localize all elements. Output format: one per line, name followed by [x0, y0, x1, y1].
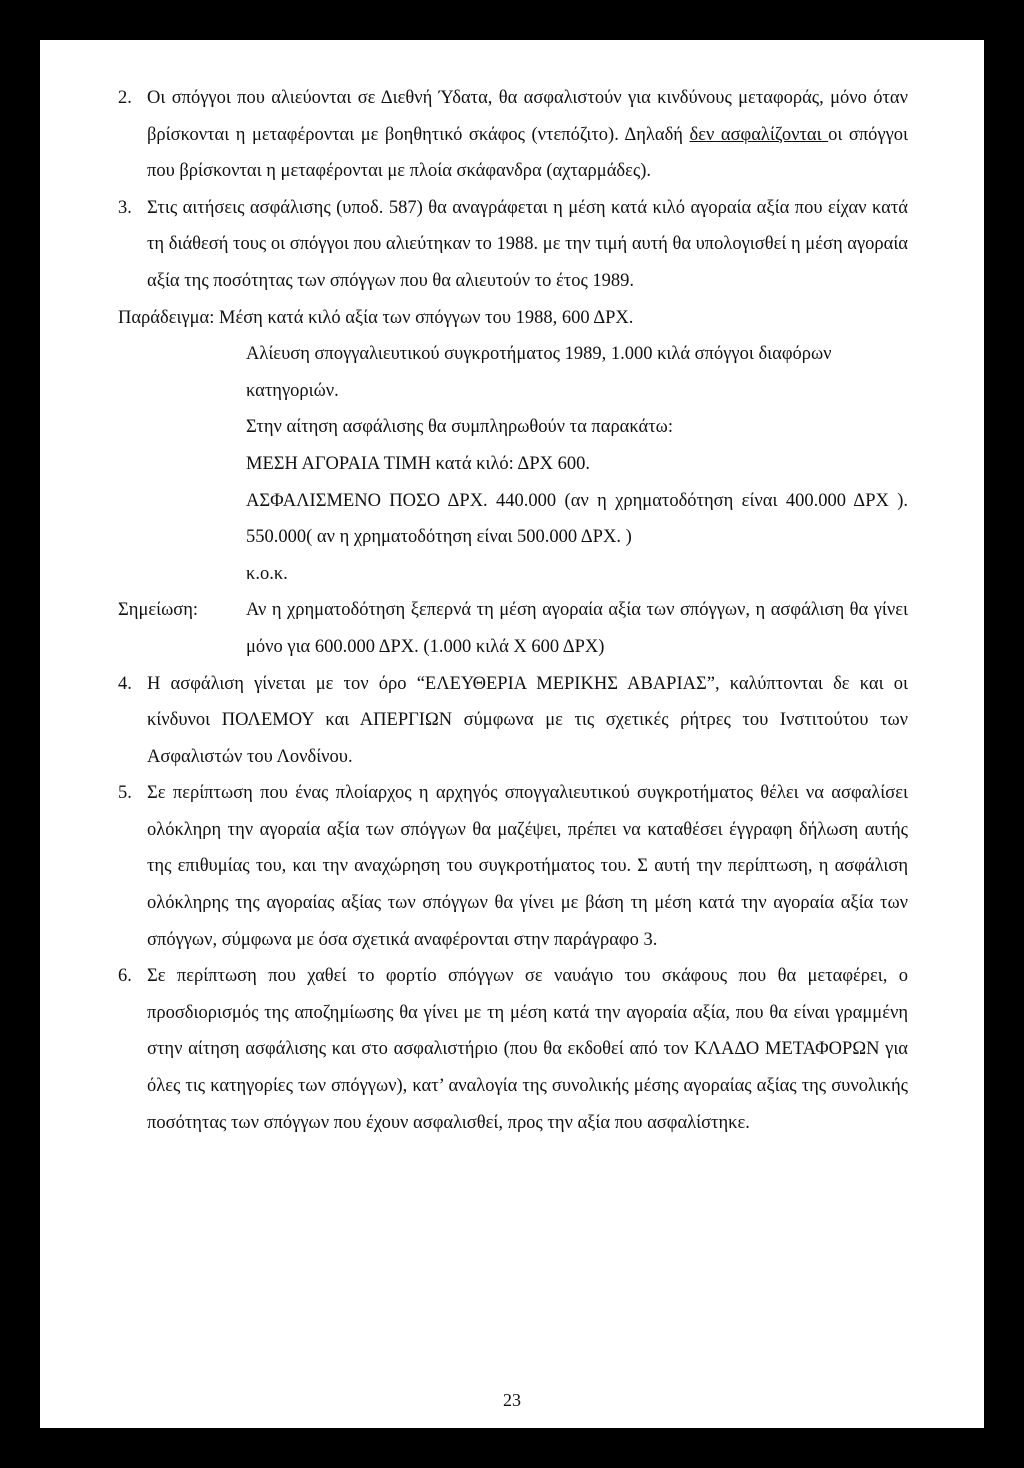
item-number: 2.: [118, 88, 132, 108]
list-item-5: [118, 775, 908, 958]
list-item-3: [118, 190, 908, 300]
note-text: Αν η χρηματοδότηση ξεπερνά τη μέση αγοραία αξία των σπόγγων, η ασφάλιση θα γίνει μόνο για 600.000 ΔΡΧ. (1.000 κιλά Χ 600 ΔΡΧ): [246, 600, 908, 657]
example-line: Στην αίτηση ασφάλισης θα συμπληρωθούν τα παρακάτω:: [246, 417, 673, 438]
item-number: 4.: [118, 673, 132, 694]
example-line: ΜΕΣΗ ΑΓΟΡΑΙΑ ΤΙΜΗ κατά κιλό: ΔΡΧ 600.: [246, 453, 590, 474]
document-page: [40, 40, 984, 1428]
item-text: [147, 80, 908, 190]
item-text: Σε περίπτωση που ένας πλοίαρχος η αρχηγός σπογγαλιευτικού συγκροτήματος θέλει να ασφαλίσει ολόκληρη την αγοραία αξία των σπόγγων θα μαζέψει, πρέπει να καταθέσει έγγραφη δήλωση αυτής της επιθυμίας του, και την αναχώρηση του συγκροτήματος του. Σ αυτή την περίπτωση, η ασφάλιση ολόκληρης της αγοραίας αξίας των σπόγγων θα γίνει με βάση τη μέση κατά την αγοραία αξία των σπόγγων, σύμφωνα με όσα σχετικά αναφέρονται στην παράγραφο 3.: [147, 783, 908, 950]
item-text: Στις αιτήσεις ασφάλισης (υποδ. 587) θα αναγράφεται η μέση κατά κιλό αγοραία αξία που είχαν κατά τη διάθεσή τους οι σπόγγοι που αλιεύτηκαν το 1988. με την τιμή αυτή θα υπολογισθεί η μέση αγοραία αξία της ποσότητας των σπόγγων που θα αλιευτούν το έτος 1989.: [147, 197, 908, 291]
note-block: [118, 592, 908, 665]
item-text: Η ασφάλιση γίνεται με τον όρο “ΕΛΕΥΘΕΡΙΑ ΜΕΡΙΚΗΣ ΑΒΑΡΙΑΣ”, καλύπτονται δε και οι κίνδυνοι ΠΟΛΕΜΟΥ και ΑΠΕΡΓΙΩΝ σύμφωνα με τις σχετικές ρήτρες του Ινστιτούτου των Ασφαλιστών του Λονδίνου.: [147, 673, 908, 767]
item-number: 5.: [118, 783, 132, 804]
underlined-phrase: δεν ασφαλίζονται: [689, 124, 829, 145]
item-text: Σε περίπτωση που χαθεί το φορτίο σπόγγων σε ναυάγιο του σκάφους που θα μεταφέρει, ο προσδιορισμός της αποζημίωσης θα γίνει με τη μέση κατά την αγοραία αξία, που θα είναι γραμμένη στην αίτηση ασφάλισης και στο ασφαλιστήριο (που θα εκδοθεί από τον ΚΛΑΔΟ ΜΕΤΑΦΟΡΩΝ για όλες τις κατηγορίες των σπόγγων), κατ’ αναλογία της συνολικής μέσης αγοραίας αξίας της συνολικής ποσότητας των σπόγγων που έχουν ασφαλισθεί, προς την αξία που ασφαλίστηκε.: [147, 966, 908, 1133]
page-number: 23: [503, 1390, 521, 1410]
item-text-part: οι σπόγγοι που βρίσκονται η μεταφέρονται με πλοία σκάφανδρα (αχταρμάδες).: [147, 124, 908, 182]
item-text-part: Οι σπόγγοι που αλιεύονται σε Διεθνή Ύδατα, θα ασφαλιστούν για κινδύνους μεταφοράς, μόνο όταν βρίσκονται η μεταφέρονται με βοηθητικό σκάφος (ντεπόζιτο). Δηλαδή: [147, 88, 908, 145]
list-item-2: [118, 80, 908, 190]
example-line: Αλίευση σπογγαλιευτικού συγκροτήματος 1989, 1.000 κιλά σπόγγοι διαφόρων κατηγοριών.: [246, 344, 832, 401]
list-item-6: [118, 958, 908, 1141]
example-heading: Παράδειγμα: Μέση κατά κιλό αξία των σπόγγων του 1988, 600 ΔΡΧ.: [118, 307, 634, 328]
item-number: 6.: [118, 966, 132, 987]
example-line: κ.ο.κ.: [246, 563, 288, 584]
note-label: Σημείωση:: [118, 600, 199, 621]
list-item-4: [118, 666, 908, 776]
item-number: 3.: [118, 197, 132, 218]
document-body: [118, 80, 908, 1141]
example-line: ΑΣΦΑΛΙΣΜΕΝΟ ΠΟΣΟ ΔΡΧ. 440.000 (αν η χρηματοδότηση είναι 400.000 ΔΡΧ ). 550.000( αν η χρηματοδότηση είναι 500.000 ΔΡΧ. ): [246, 490, 908, 548]
